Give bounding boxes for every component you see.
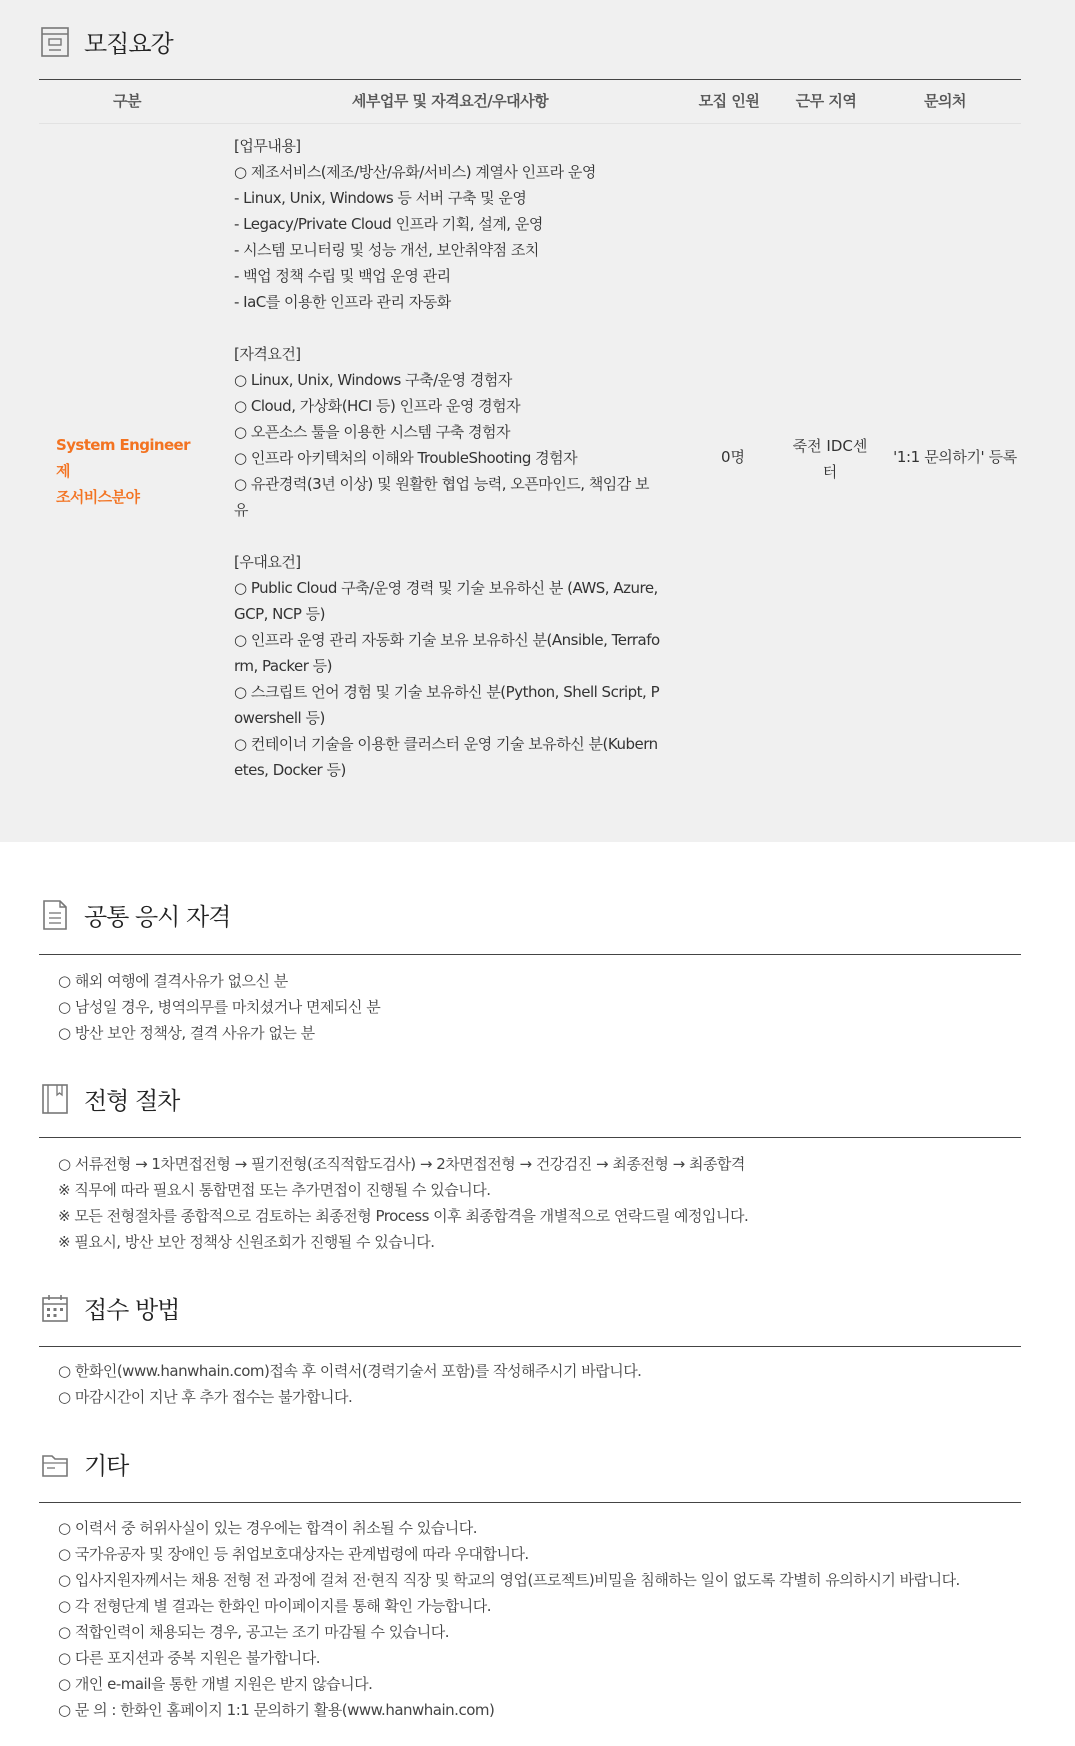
- list-item: ○ 국가유공자 및 장애인 등 취업보호대상자는 관계법령에 따라 우대합니다.: [58, 1545, 529, 1563]
- detail-line: GCP, NCP 등): [234, 605, 326, 623]
- work-location-line: 죽전 IDC센: [792, 437, 868, 455]
- etc-title-rule: [39, 1502, 1021, 1503]
- list-item: ○ 이력서 중 허위사실이 있는 경우에는 합격이 취소될 수 있습니다.: [58, 1519, 478, 1537]
- detail-line: owershell 등): [234, 709, 325, 727]
- detail-line: [우대요건]: [234, 553, 301, 571]
- detail-line: - 시스템 모니터링 및 성능 개선, 보안취약점 조치: [234, 241, 539, 259]
- detail-line: ○ Cloud, 가상화(HCI 등) 인프라 운영 경험자: [234, 397, 521, 415]
- detail-line: - IaC를 이용한 인프라 관리 자동화: [234, 293, 451, 311]
- process-steps-list: [58, 1151, 1038, 1255]
- position-name: [56, 432, 208, 510]
- contact-info: '1:1 문의하기' 등록: [893, 448, 1017, 466]
- list-item: ※ 직무에 따라 필요시 통합면접 또는 추가면접이 진행될 수 있습니다.: [58, 1181, 491, 1199]
- list-item: ○ 다른 포지션과 중복 지원은 불가합니다.: [58, 1649, 321, 1667]
- col-header-contact: 문의처: [924, 92, 966, 110]
- recruit-title-rule: [39, 79, 1021, 80]
- list-item: ※ 필요시, 방산 보안 정책상 신원조회가 진행될 수 있습니다.: [58, 1233, 435, 1251]
- list-item: ○ 입사지원자께서는 채용 전형 전 과정에 걸쳐 전·현직 직장 및 학교의 영업(프로젝트)비밀을 침해하는 일이 없도록 각별히 유의하시기 바랍니다.: [58, 1571, 960, 1589]
- detail-line: ○ 제조서비스(제조/방산/유화/서비스) 계열사 인프라 운영: [234, 163, 596, 181]
- detail-line: [업무내용]: [234, 137, 301, 155]
- list-item: ○ 서류전형 → 1차면접전형 → 필기전형(조직적합도검사) → 2차면접전형 → 건강검진 → 최종전형 → 최종합격: [58, 1155, 745, 1173]
- detail-line: ○ 인프라 아키텍처의 이해와 TroubleShooting 경험자: [234, 449, 578, 467]
- calendar-icon: [40, 1291, 70, 1325]
- notice-board-icon: [40, 25, 70, 59]
- detail-line: ○ 오픈소스 툴을 이용한 시스템 구축 경험자: [234, 423, 511, 441]
- table-header-divider: [39, 123, 1021, 124]
- col-header-location: 근무 지역: [795, 92, 857, 110]
- etc-notes-list: [58, 1515, 1038, 1723]
- duties-block: [234, 133, 684, 315]
- list-item: ○ 마감시간이 지난 후 추가 접수는 불가합니다.: [58, 1388, 353, 1406]
- common-title-rule: [39, 954, 1021, 955]
- detail-line: ○ 인프라 운영 관리 자동화 기술 보유 보유하신 분(Ansible, Terrafo: [234, 631, 660, 649]
- list-item: ○ 한화인(www.hanwhain.com)접속 후 이력서(경력기술서 포함)를 작성해주시기 바랍니다.: [58, 1362, 642, 1380]
- position-details: [234, 133, 684, 783]
- list-item: ○ 각 전형단계 별 결과는 한화인 마이페이지를 통해 확인 가능합니다.: [58, 1597, 492, 1615]
- book-icon: [40, 1082, 70, 1116]
- preferred-block: [234, 549, 684, 783]
- list-item: ○ 방산 보안 정책상, 결격 사유가 없는 분: [58, 1024, 315, 1042]
- apply-section-title: [40, 1290, 179, 1325]
- detail-line: 유: [234, 501, 248, 519]
- list-item: ○ 해외 여행에 결격사유가 없으신 분: [58, 972, 288, 990]
- position-name-line: System Engineer 제: [56, 436, 190, 480]
- detail-line: ○ 컨테이너 기술을 이용한 클러스터 운영 기술 보유하신 분(Kubern: [234, 735, 658, 753]
- process-section-title: [40, 1081, 179, 1116]
- detail-line: ○ 유관경력(3년 이상) 및 원활한 협업 능력, 오픈마인드, 책임감 보: [234, 475, 650, 493]
- work-location: [790, 433, 870, 485]
- work-location-line: 터: [822, 463, 838, 481]
- list-item: ※ 모든 전형절차를 종합적으로 검토하는 최종전형 Process 이후 최종합격을 개별적으로 연락드릴 예정입니다.: [58, 1207, 749, 1225]
- detail-line: - Legacy/Private Cloud 인프라 기획, 설계, 운영: [234, 215, 543, 233]
- headcount: 0명: [720, 448, 746, 466]
- position-name-line: 조서비스분야: [56, 488, 140, 506]
- detail-line: ○ 스크립트 언어 경험 및 기술 보유하신 분(Python, Shell Script, P: [234, 683, 660, 701]
- list-item: ○ 개인 e-mail을 통한 개별 지원은 받지 않습니다.: [58, 1675, 373, 1693]
- apply-title-text: 접수 방법: [84, 1296, 180, 1324]
- common-title-text: 공통 응시 자격: [84, 903, 231, 931]
- common-section-title: [40, 897, 230, 932]
- detail-line: etes, Docker 등): [234, 761, 346, 779]
- folder-icon: [40, 1447, 70, 1481]
- list-item: ○ 문 의 : 한화인 홈페이지 1:1 문의하기 활용(www.hanwhain.com): [58, 1701, 495, 1719]
- recruit-title-text: 모집요강: [84, 30, 173, 58]
- detail-line: ○ Linux, Unix, Windows 구축/운영 경험자: [234, 371, 512, 389]
- detail-line: - 백업 정책 수립 및 백업 운영 관리: [234, 267, 451, 285]
- process-title-text: 전형 절차: [84, 1087, 180, 1115]
- list-item: ○ 적합인력이 채용되는 경우, 공고는 조기 마감될 수 있습니다.: [58, 1623, 450, 1641]
- list-item: ○ 남성일 경우, 병역의무를 마치셨거나 면제되신 분: [58, 998, 381, 1016]
- detail-line: ○ Public Cloud 구축/운영 경력 및 기술 보유하신 분 (AWS, Azure,: [234, 579, 658, 597]
- detail-line: [자격요건]: [234, 345, 301, 363]
- detail-line: - Linux, Unix, Windows 등 서버 구축 및 운영: [234, 189, 527, 207]
- qualifications-block: [234, 341, 684, 523]
- recruit-section-title: [40, 24, 173, 59]
- document-list-icon: [40, 898, 70, 932]
- etc-title-text: 기타: [84, 1452, 129, 1480]
- col-header-category: 구분: [113, 92, 141, 110]
- apply-title-rule: [39, 1346, 1021, 1347]
- etc-section-title: [40, 1446, 128, 1481]
- col-header-count: 모집 인원: [698, 92, 760, 110]
- col-header-details: 세부업무 및 자격요건/우대사항: [351, 92, 549, 110]
- process-title-rule: [39, 1137, 1021, 1138]
- common-requirements-list: [58, 968, 1038, 1046]
- apply-method-list: [58, 1358, 1038, 1410]
- detail-line: rm, Packer 등): [234, 657, 333, 675]
